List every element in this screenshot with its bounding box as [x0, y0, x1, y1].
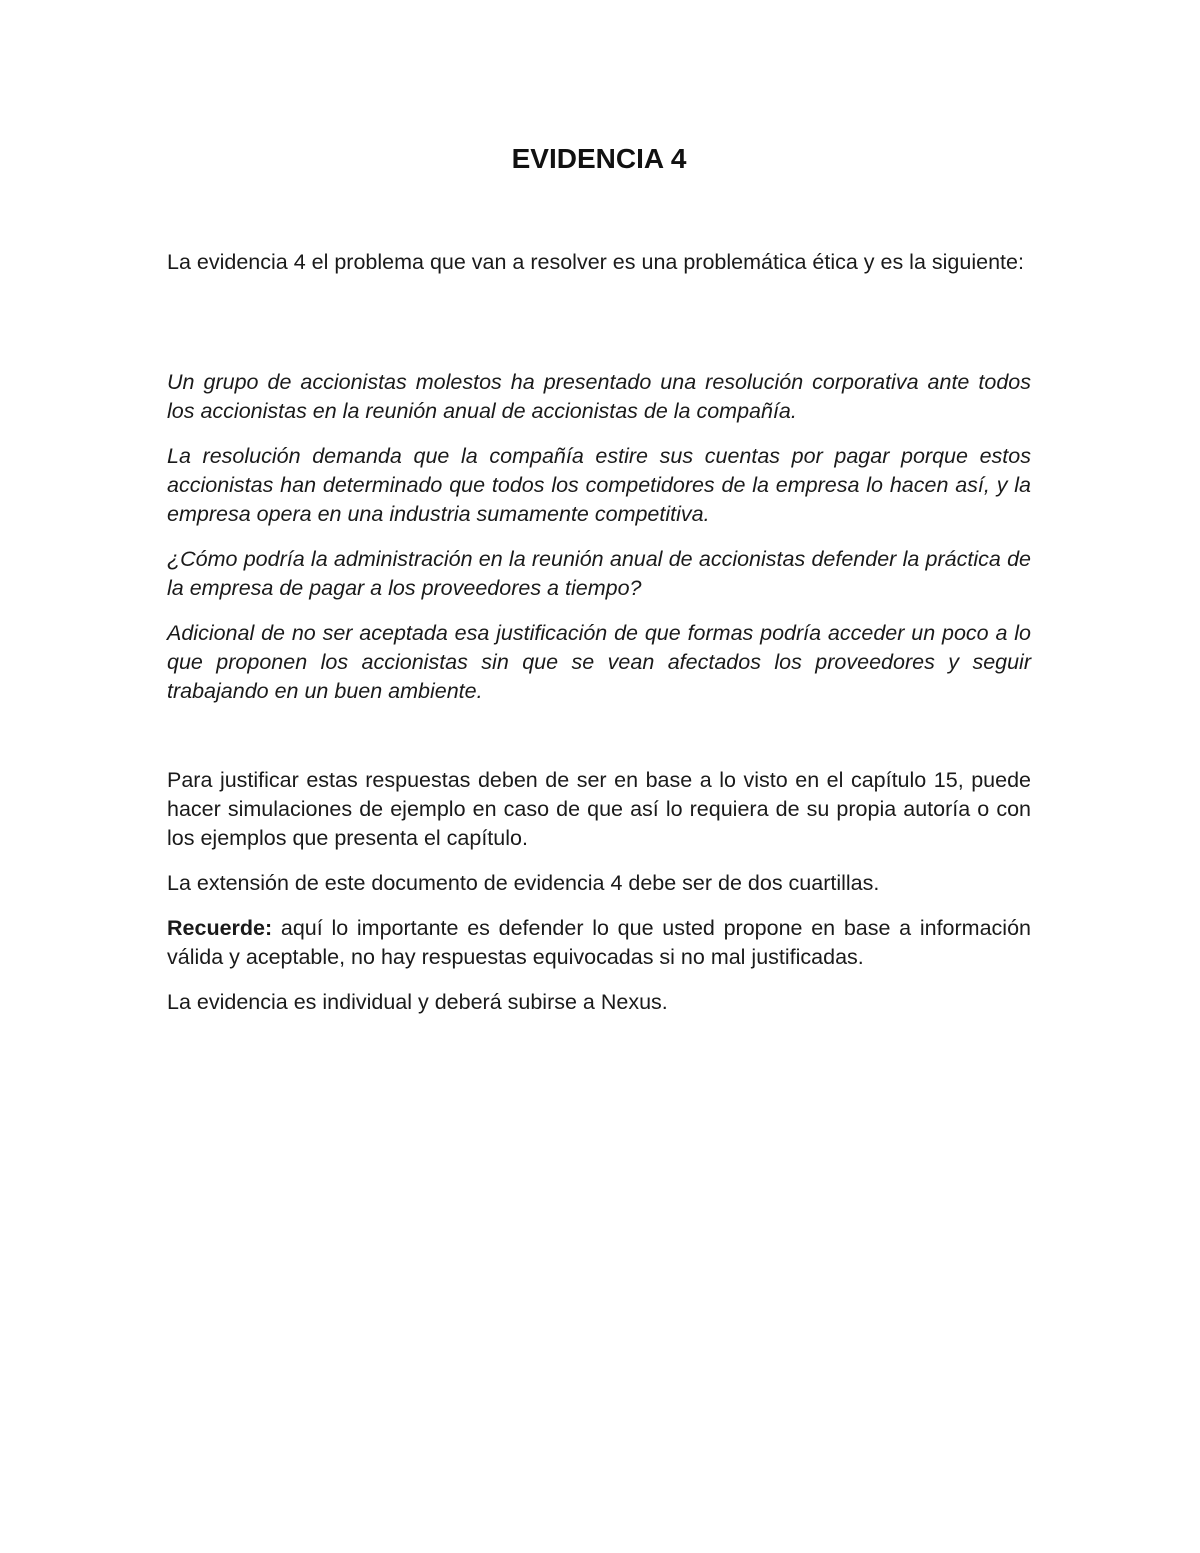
reminder-label: Recuerde:: [167, 916, 273, 940]
reminder-paragraph: [167, 914, 1031, 972]
instructions-section: [167, 766, 1031, 1017]
case-paragraph: Un grupo de accionistas molestos ha presentado una resolución corporativa ante todos los accionistas en la reunión anual de accionistas de la compañía.: [167, 370, 1031, 423]
case-question: ¿Cómo podría la administración en la reunión anual de accionistas defender la práctica de la empresa de pagar a los proveedores a tiempo?: [167, 547, 1031, 600]
length-note: La extensión de este documento de evidencia 4 debe ser de dos cuartillas.: [167, 871, 880, 895]
submission-note: La evidencia es individual y deberá subirse a Nexus.: [167, 990, 668, 1014]
case-paragraph: La resolución demanda que la compañía estire sus cuentas por pagar porque estos accionistas han determinado que todos los competidores de la empresa lo hacen así, y la empresa opera en una industria sumamente competitiva.: [167, 444, 1031, 526]
case-section: [167, 368, 1031, 706]
case-additional-question: Adicional de no ser aceptada esa justificación de que formas podría acceder un poco a lo que proponen los accionistas sin que se vean afectados los proveedores y seguir trabajando en un buen ambiente.: [167, 621, 1031, 703]
intro-section: [167, 248, 1031, 277]
reminder-text: aquí lo importante es defender lo que usted propone en base a información válida y aceptable, no hay respuestas equivocadas si no mal justificadas.: [167, 916, 1031, 969]
document-title: EVIDENCIA 4: [511, 143, 687, 174]
intro-paragraph: La evidencia 4 el problema que van a resolver es una problemática ética y es la siguiente:: [167, 250, 1024, 274]
justification-paragraph: Para justificar estas respuestas deben de ser en base a lo visto en el capítulo 15, puede hacer simulaciones de ejemplo en caso de que así lo requiera de su propia autoría o con los ejemplos que presenta el capítulo.: [167, 768, 1031, 850]
